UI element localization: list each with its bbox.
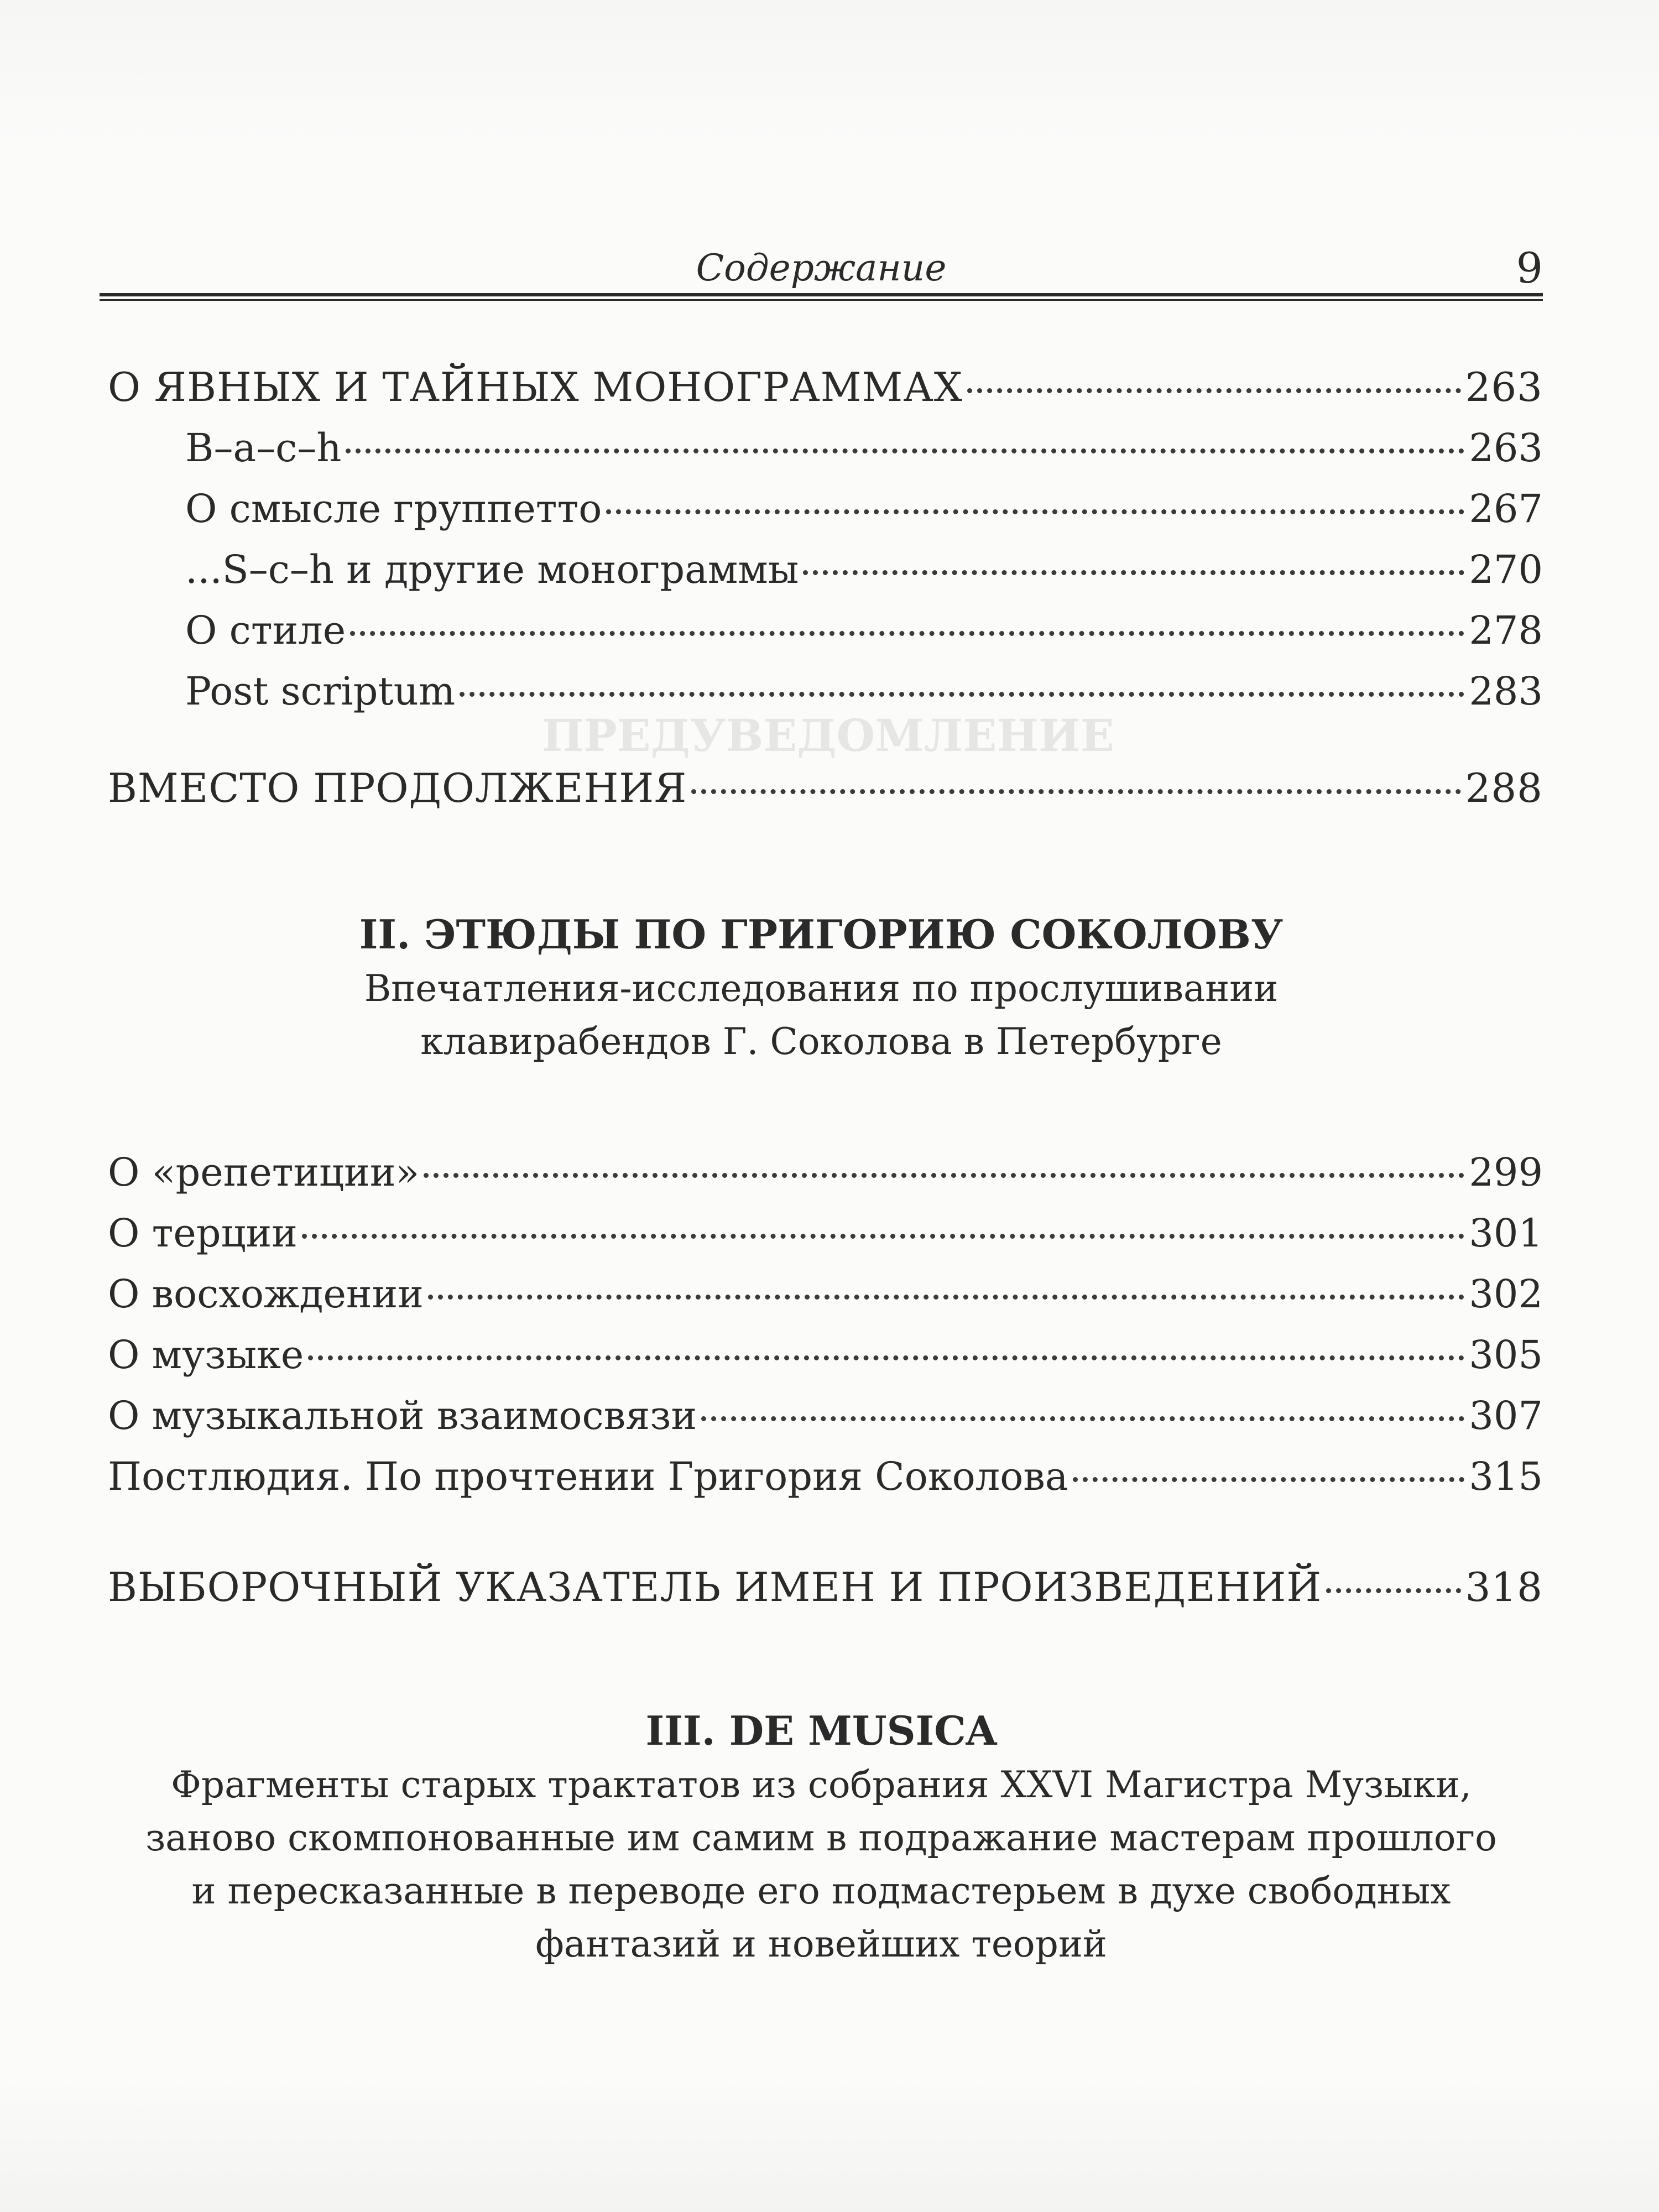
toc-entry-postscriptum [185,664,1543,719]
toc-entry-page: 283 [1469,669,1543,714]
toc-entry-style [185,603,1543,658]
toc-entry-continuation [108,760,1543,816]
toc-entry-monograms [108,359,1543,415]
toc-entry-repetition [108,1145,1543,1200]
toc-leader-dots [346,448,1464,453]
toc-leader-dots [350,631,1464,636]
toc-leader-dots [691,789,1460,794]
show-through-heading: ПРЕДУВЕДОМЛЕНИЕ [542,709,1114,761]
toc-entry-bach [185,420,1543,476]
toc-leader-dots [967,388,1461,393]
toc-entry-music [108,1327,1543,1383]
toc-entry-gruppetto [185,481,1543,536]
toc-leader-dots [1326,1588,1460,1593]
toc-leader-dots [803,570,1464,575]
toc-entry-title: О терции [108,1211,298,1256]
toc-entry-title: О смысле группетто [185,486,602,531]
toc-leader-dots [460,692,1464,697]
toc-entry-page: 318 [1465,1564,1543,1610]
toc-entry-page: 263 [1465,364,1543,410]
toc-leader-dots [701,1416,1464,1421]
toc-entry-postlude [108,1449,1543,1504]
section-3-line-4: фантазий и новейших теорий [535,1923,1107,1965]
section-3-line-1: Фрагменты старых трактатов из собрания XXVI Магистра Музыки, [171,1764,1472,1806]
toc-entry-interconnection [108,1388,1543,1443]
toc-entry-page: 305 [1469,1332,1543,1378]
toc-entry-page: 315 [1469,1454,1543,1499]
scan-margin-top [0,0,1659,144]
toc-entry-title: О «репетиции» [108,1150,420,1195]
section-2-subtitle-line-1: Впечатления-исследования по прослушивании [364,967,1279,1010]
toc-entry-sch [185,542,1543,597]
section-3-line-3: и пересказанные в переводе его подмастерьем в духе свободных [191,1870,1451,1912]
toc-entry-page: 270 [1469,547,1543,592]
toc-entry-title: О музыкальной взаимосвязи [108,1393,697,1438]
toc-entry-page: 299 [1469,1150,1543,1195]
toc-entry-page: 278 [1469,608,1543,653]
toc-leader-dots [302,1234,1464,1239]
toc-leader-dots [606,509,1464,514]
header-page-number: 9 [1516,243,1543,293]
toc-entry-page: 263 [1469,425,1543,471]
toc-entry-title: ВМЕСТО ПРОДОЛЖЕНИЯ [108,765,687,811]
toc-entry-title: B–a–c–h [185,425,342,471]
toc-entry-title: ВЫБОРОЧНЫЙ УКАЗАТЕЛЬ ИМЕН И ПРОИЗВЕДЕНИЙ [108,1564,1322,1610]
header-title: Содержание [696,247,947,289]
toc-entry-title: О музыке [108,1332,304,1378]
running-header [100,243,1543,293]
toc-entry-title: О стиле [185,608,346,653]
section-3-line-2: заново скомпонованные им самим в подражание мастерам прошлого [145,1817,1497,1859]
header-rule [100,293,1543,301]
toc-entry-index [108,1559,1543,1615]
toc-leader-dots [424,1173,1464,1178]
toc-entry-title: Постлюдия. По прочтении Григория Соколова [108,1454,1068,1499]
toc-entry-page: 288 [1465,765,1543,811]
toc-entry-title: О восхождении [108,1271,424,1317]
toc-entry-page: 301 [1469,1211,1543,1256]
section-2-heading: II. ЭТЮДЫ ПО ГРИГОРИЮ СОКОЛОВУ [359,911,1284,958]
toc-entry-title: О ЯВНЫХ И ТАЙНЫХ МОНОГРАММАХ [108,364,963,410]
section-2-header [100,907,1543,1068]
toc-entry-page: 267 [1469,486,1543,531]
toc-leader-dots [308,1355,1464,1360]
toc-entry-page: 307 [1469,1393,1543,1438]
toc-entry-title: ...S–c–h и другие монограммы [185,547,799,592]
toc-leader-dots [428,1295,1464,1300]
scan-margin-bottom [0,2079,1659,2212]
toc-entry-title: Post scriptum [185,669,456,714]
toc-entry-tertia [108,1206,1543,1261]
toc-entry-page: 302 [1469,1271,1543,1317]
toc-leader-dots [1073,1477,1465,1482]
toc-entry-ascension [108,1266,1543,1322]
section-2-subtitle-line-2: клавирабендов Г. Соколова в Петербурге [420,1020,1222,1063]
section-3-heading: III. DE MUSICA [645,1707,997,1754]
section-3-header [100,1703,1543,1971]
